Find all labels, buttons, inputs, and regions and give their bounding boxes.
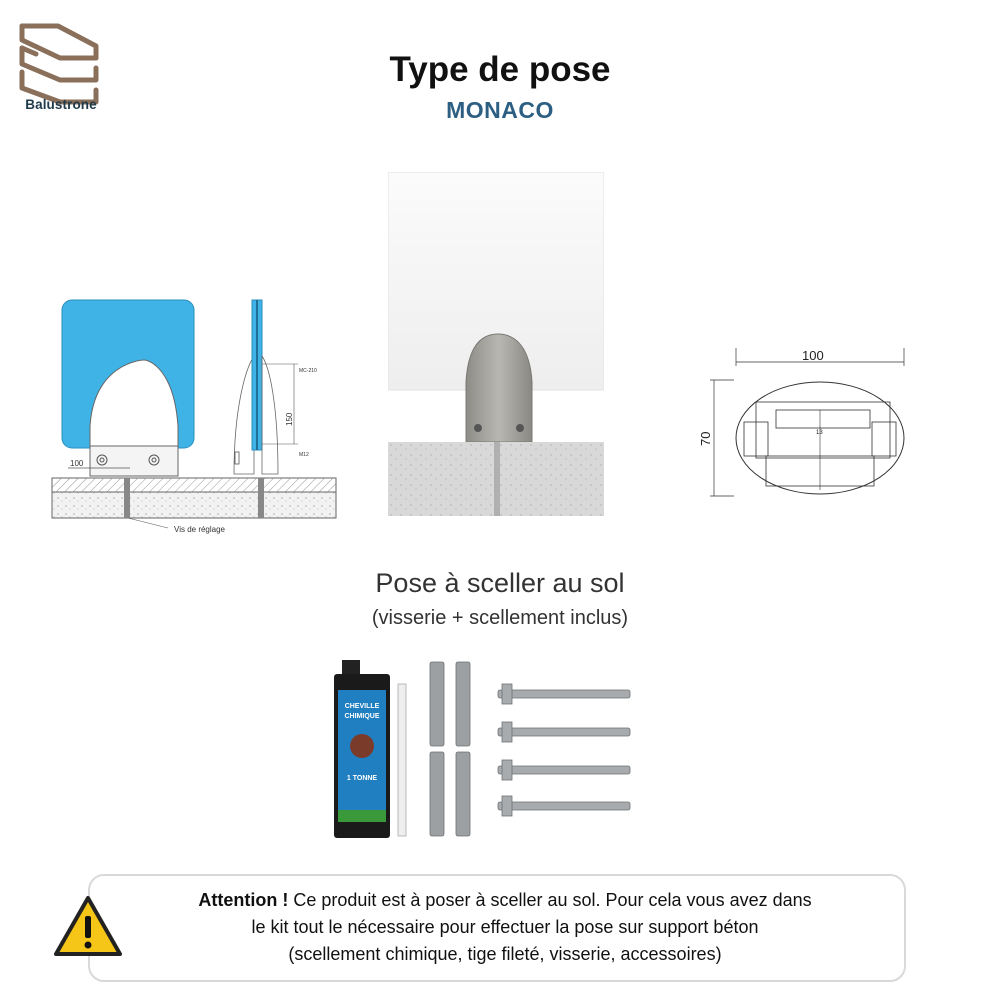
notice-bold: Attention ! [198, 890, 289, 910]
dim-bottom-label: M12 [299, 452, 309, 458]
ground-slab [52, 492, 336, 518]
resin-cartridge [334, 660, 406, 838]
ground-slab-top [52, 478, 336, 492]
cartridge-label-2: CHIMIQUE [344, 713, 380, 720]
mesh-sleeves [430, 662, 470, 836]
product-photo [388, 172, 604, 516]
page-title: Type de pose [389, 50, 611, 89]
dim-top-label: MC-210 [299, 368, 317, 374]
dim-width-label: 100 [70, 459, 84, 468]
notice-text [112, 887, 898, 968]
pose-subtitle: (visserie + scellement inclus) [371, 607, 629, 629]
notice-line-2: le kit tout le nécessaire pour effectuer la pose sur support béton [251, 917, 759, 937]
diagram-caption: Vis de réglage [174, 525, 225, 534]
pose-title: Pose à sceller au sol [375, 568, 625, 598]
notice-line-1 [112, 887, 898, 914]
cartridge-label-3: 1 TONNE [346, 775, 378, 782]
dim-height-label: 150 [285, 412, 294, 426]
brand-name: Balustrone [25, 97, 97, 112]
dim-inner-right: 13 [816, 430, 823, 436]
page-subtitle: MONACO [446, 97, 554, 123]
notice-line-3: (scellement chimique, tige fileté, visserie, accessoires) [288, 944, 722, 964]
notice-line-1-text: Ce produit est à poser à sceller au sol. Pour cela vous avez dans [288, 890, 812, 910]
threaded-rods [498, 684, 630, 816]
top-view-diagram [696, 344, 918, 504]
cartridge-label-1: CHEVILLE [344, 703, 380, 710]
installation-kit [330, 656, 640, 842]
dim-height-right: 70 [698, 431, 713, 446]
dim-width-right: 100 [802, 348, 824, 363]
front-side-diagram [48, 296, 340, 540]
